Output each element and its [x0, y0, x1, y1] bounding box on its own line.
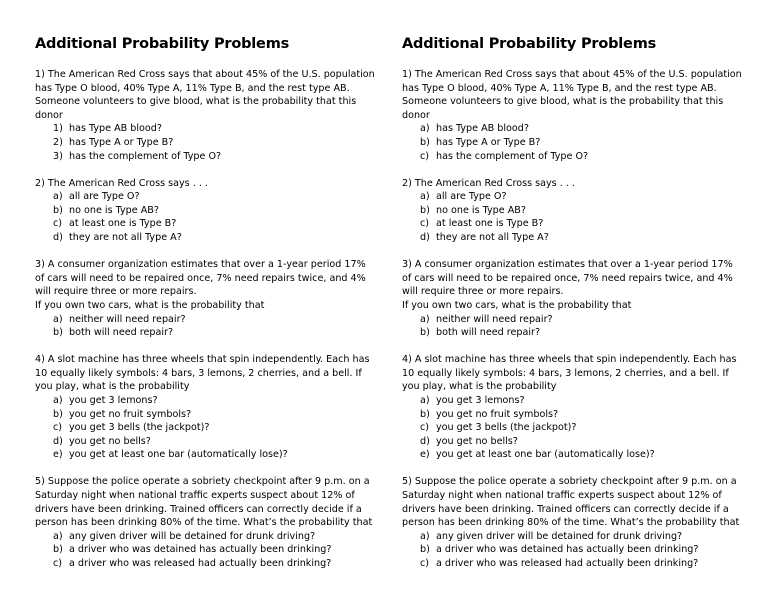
sub-question-text: all are Type O? — [69, 191, 140, 203]
sub-question — [53, 190, 375, 204]
sub-question — [420, 190, 742, 204]
sub-question — [53, 543, 375, 557]
problem-stem: 2) The American Red Cross says . . . — [402, 177, 575, 189]
sub-question-text: no one is Type AB? — [69, 204, 159, 216]
sub-question-marker: c) — [53, 218, 63, 230]
sub-question-marker: 1) — [53, 123, 63, 135]
sub-question-text: has the complement of Type O? — [69, 150, 222, 162]
sub-question-marker: d) — [53, 435, 63, 447]
sub-question — [53, 421, 375, 435]
sub-question-text: both will need repair? — [69, 327, 174, 339]
sub-question-text: you get at least one bar (automatically lose)? — [69, 449, 288, 461]
sub-question-marker: a) — [420, 123, 430, 135]
problem-stem: 1) The American Red Cross says that about 45% of the U.S. population has Type O blood, 40% Type A, 11% Type B, and the rest type AB. Someone volunteers to give blood, what is the probability that this donor — [402, 69, 742, 121]
sub-question-list — [402, 190, 742, 244]
sub-question-marker: e) — [420, 449, 430, 461]
problem-2 — [402, 177, 742, 245]
sub-question-text: you get 3 bells (the jackpot)? — [436, 422, 577, 434]
sub-question-list — [402, 394, 742, 462]
sub-question-list — [35, 313, 375, 340]
sub-question-list — [35, 394, 375, 462]
sub-question-marker: b) — [420, 408, 430, 420]
sub-question-marker: b) — [420, 204, 430, 216]
sub-question — [420, 150, 742, 164]
problem-stem: 4) A slot machine has three wheels that spin independently. Each has 10 equally likely symbols: 4 bars, 3 lemons, 2 cherries, and a bell. If you play, what is the probability — [402, 354, 737, 393]
sub-question-text: you get no bells? — [69, 435, 151, 447]
sub-question-marker: a) — [420, 313, 430, 325]
sub-question-marker: a) — [420, 191, 430, 203]
sub-question — [53, 448, 375, 462]
sub-question-text: has Type AB blood? — [436, 123, 529, 135]
sub-question-text: any given driver will be detained for drunk driving? — [436, 530, 683, 542]
sub-question — [53, 231, 375, 245]
problem-1 — [402, 68, 742, 163]
sub-question-marker: b) — [53, 327, 63, 339]
problem-5 — [402, 475, 742, 570]
sub-question — [420, 122, 742, 136]
sub-question-text: you get at least one bar (automatically lose)? — [436, 449, 655, 461]
sub-question — [53, 136, 375, 150]
sub-question — [53, 204, 375, 218]
sub-question-text: a driver who was detained has actually been drinking? — [69, 544, 332, 556]
problem-5 — [35, 475, 375, 570]
sub-question-list — [402, 122, 742, 163]
sub-question — [53, 150, 375, 164]
right-column — [402, 36, 742, 584]
sub-question-marker: d) — [420, 435, 430, 447]
sub-question — [420, 530, 742, 544]
sub-question-marker: a) — [420, 394, 430, 406]
sub-question-marker: a) — [53, 394, 63, 406]
sub-question-list — [35, 530, 375, 571]
problem-4 — [35, 353, 375, 462]
sub-question-text: has Type A or Type B? — [69, 136, 174, 148]
problem-stem: 4) A slot machine has three wheels that spin independently. Each has 10 equally likely symbols: 4 bars, 3 lemons, 2 cherries, and a bell. If you play, what is the probability — [35, 354, 370, 393]
sub-question — [420, 421, 742, 435]
problem-3 — [35, 258, 375, 340]
sub-question-list — [402, 530, 742, 571]
sub-question — [420, 204, 742, 218]
sub-question — [420, 408, 742, 422]
sub-question — [53, 435, 375, 449]
sub-question — [53, 557, 375, 571]
sub-question-marker: b) — [53, 544, 63, 556]
sub-question-marker: c) — [53, 558, 63, 569]
sub-question-marker: c) — [420, 218, 430, 230]
sub-question-marker: a) — [420, 530, 430, 542]
sub-question-text: a driver who was detained has actually been drinking? — [436, 544, 699, 556]
sub-question — [420, 136, 742, 150]
sub-question — [53, 122, 375, 136]
sub-question — [53, 326, 375, 340]
sub-question-marker: a) — [53, 313, 63, 325]
sub-question — [420, 217, 742, 231]
sub-question-marker: c) — [420, 558, 430, 569]
sub-question-text: neither will need repair? — [69, 313, 186, 325]
problem-2 — [35, 177, 375, 245]
sub-question — [420, 326, 742, 340]
sub-question-list — [35, 122, 375, 163]
sub-question-marker: a) — [53, 530, 63, 542]
sub-question-marker: b) — [420, 544, 430, 556]
sub-question — [420, 543, 742, 557]
sub-question — [420, 448, 742, 462]
sub-question-text: at least one is Type B? — [69, 218, 177, 230]
sub-question-text: all are Type O? — [436, 191, 507, 203]
sub-question-text: a driver who was released had actually been drinking? — [69, 558, 332, 569]
sub-question-text: has Type A or Type B? — [436, 136, 541, 148]
sub-question-marker: 2) — [53, 136, 63, 148]
sub-question — [53, 313, 375, 327]
sub-question-text: you get no fruit symbols? — [69, 408, 192, 420]
sub-question-text: you get 3 bells (the jackpot)? — [69, 422, 210, 434]
sub-question — [53, 530, 375, 544]
page-title: Additional Probability Problems — [35, 36, 290, 52]
sub-question-marker: c) — [53, 422, 63, 434]
sub-question-text: you get no bells? — [436, 435, 518, 447]
sub-question-marker: 3) — [53, 150, 63, 162]
sub-question-text: they are not all Type A? — [69, 232, 182, 244]
sub-question-text: at least one is Type B? — [436, 218, 544, 230]
problem-stem: 3) A consumer organization estimates that over a 1-year period 17% of cars will need to be repaired once, 7% need repairs twice, and 4% will require three or more repairs. — [402, 259, 733, 298]
problem-1 — [35, 68, 375, 163]
sub-question-marker: b) — [420, 327, 430, 339]
sub-question-text: you get 3 lemons? — [436, 394, 525, 406]
sub-question — [420, 435, 742, 449]
problem-4 — [402, 353, 742, 462]
sub-question — [420, 394, 742, 408]
sub-question — [420, 557, 742, 571]
sub-question-text: any given driver will be detained for drunk driving? — [69, 530, 316, 542]
problem-stem: 2) The American Red Cross says . . . — [35, 177, 208, 189]
sub-question-text: has the complement of Type O? — [436, 150, 589, 162]
problem-stem-continued: If you own two cars, what is the probability that — [402, 299, 632, 311]
sub-question-marker: b) — [53, 408, 63, 420]
sub-question-marker: a) — [53, 191, 63, 203]
problem-stem-continued: If you own two cars, what is the probability that — [35, 299, 265, 311]
sub-question-text: both will need repair? — [436, 327, 541, 339]
left-column — [35, 36, 375, 584]
sub-question-marker: e) — [53, 449, 63, 461]
sub-question-text: a driver who was released had actually been drinking? — [436, 558, 699, 569]
problem-stem: 5) Suppose the police operate a sobriety checkpoint after 9 p.m. on a Saturday night when national traffic experts suspect about 12% of drivers have been drinking. Trained officers can correctly decide if a person has been drinking 80% of the time. What’s the probability that — [35, 476, 373, 529]
problem-3 — [402, 258, 742, 340]
sub-question-marker: c) — [420, 150, 430, 162]
page-title: Additional Probability Problems — [402, 36, 657, 52]
sub-question-text: you get no fruit symbols? — [436, 408, 559, 420]
sub-question-marker: c) — [420, 422, 430, 434]
sub-question-marker: b) — [53, 204, 63, 216]
sub-question-marker: d) — [53, 232, 63, 244]
sub-question — [420, 231, 742, 245]
sub-question-text: neither will need repair? — [436, 313, 553, 325]
sub-question-text: no one is Type AB? — [436, 204, 526, 216]
problem-stem: 3) A consumer organization estimates that over a 1-year period 17% of cars will need to be repaired once, 7% need repairs twice, and 4% will require three or more repairs. — [35, 259, 366, 298]
problem-stem: 5) Suppose the police operate a sobriety checkpoint after 9 p.m. on a Saturday night when national traffic experts suspect about 12% of drivers have been drinking. Trained officers can correctly decide if a person has been drinking 80% of the time. What’s the probability that — [402, 476, 740, 529]
sub-question-text: you get 3 lemons? — [69, 394, 158, 406]
sub-question — [53, 217, 375, 231]
sub-question — [53, 408, 375, 422]
problem-stem: 1) The American Red Cross says that about 45% of the U.S. population has Type O blood, 40% Type A, 11% Type B, and the rest type AB. Someone volunteers to give blood, what is the probability that this donor — [35, 69, 375, 121]
sub-question — [420, 313, 742, 327]
sub-question-marker: d) — [420, 232, 430, 244]
sub-question-list — [35, 190, 375, 244]
sub-question-text: has Type AB blood? — [69, 123, 162, 135]
sub-question-list — [402, 313, 742, 340]
sub-question — [53, 394, 375, 408]
sub-question-text: they are not all Type A? — [436, 232, 549, 244]
sub-question-marker: b) — [420, 136, 430, 148]
